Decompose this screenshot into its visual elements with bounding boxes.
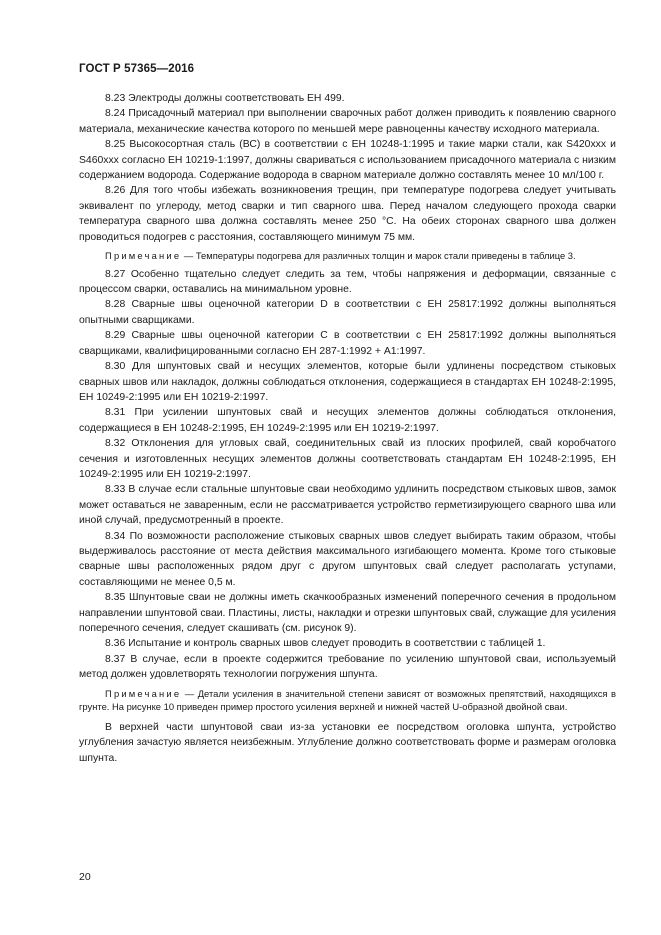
note-text: — Температуры подогрева для различных толщин и марок стали приведены в таблице 3. <box>181 250 576 262</box>
paragraph-8-28: 8.28 Сварные швы оценочной категории D в соответствии с ЕН 25817:1992 должны выполняться опытными сварщиками. <box>79 299 616 326</box>
paragraph-8-25: 8.25 Высокосортная сталь (ВС) в соответствии с ЕН 10248-1:1995 и такие марки стали, как S420xxx и S460xxx согласно ЕН 10219-1:1997, должны свариваться с использованием присадочного материала с низким содержанием водорода. Содержание водорода в сварном материале должно составлять менее 10 мл/100 г. <box>79 139 616 182</box>
paragraph-8-26: 8.26 Для того чтобы избежать возникновения трещин, при температуре подогрева следует учитывать эквивалент по углероду, метод сварки и тип сварного шва. Перед началом следующего прохода сварки температура сварного шва должна составлять менее 250 °С. На обеих сторонах сварного шва должен проводиться подогрев с расстояния, составляющего минимум 75 мм. <box>79 185 616 243</box>
paragraph-8-36: 8.36 Испытание и контроль сварных швов следует проводить в соответствии с таблицей 1. <box>105 638 546 650</box>
paragraph-8-24: 8.24 Присадочный материал при выполнении сварочных работ должен приводить к появлению сварного материала, механические качества которого по меньшей мере равноценны качеству исходного материала. <box>79 108 616 135</box>
paragraph-8-23: 8.23 Электроды должны соответствовать ЕН 499. <box>105 93 345 104</box>
paragraph-8-34: 8.34 По возможности расположение стыковых сварных швов следует выбирать таким образом, чтобы выдерживалось расстояние от места действия максимального изгибающего момента. Кроме того стыковые сварные швы расположенных рядом друг с другом шпунтовых свай следует располагать уступами, составляющими не менее 0,5 м. <box>79 530 616 588</box>
paragraph-8-33: 8.33 В случае если стальные шпунтовые сваи необходимо удлинить посредством стыковых швов, замок может оставаться не заваренным, если не рассматривается устройство герметизирующего сварного шва или иной случай, предусмотренный в проекте. <box>79 484 616 527</box>
note-label: Примечание <box>105 687 182 699</box>
note-reinforcement <box>79 687 616 714</box>
paragraph-8-37: 8.37 В случае, если в проекте содержится требование по усилению шпунтовой сваи, используемый метод должен удовлетворять технологии погружения шпунта. <box>79 653 616 681</box>
note-temperatures <box>79 249 616 263</box>
paragraph-8-32: 8.32 Отклонения для угловых свай, соединительных свай из плоских профилей, свай коробчатого сечения и изготовленных несущих элементов должны соответствовать стандартам ЕН 10248-2:1995, ЕН 10249-2:1995 или ЕН 10219-2:1997. <box>79 438 616 480</box>
document-header: ГОСТ Р 57365—2016 <box>79 63 195 75</box>
paragraph-8-30: 8.30 Для шпунтовых свай и несущих элементов, которые были удлинены посредством стыковых сварных швов или накладок, должны соблюдаться отклонения, содержащиеся в стандартах ЕН 10248-2:1995, ЕН 10249-2:1995 или ЕН 10219-2:1997. <box>79 361 616 403</box>
note-label: Примечание <box>105 250 182 262</box>
note-text: — Детали усиления в значительной степени зависят от возможных препятствий, находящихся в грунте. На рисунке 10 приведен пример простого усиления верхней и нижней частей U-образной двойной сваи. <box>79 687 616 713</box>
paragraph-8-27: 8.27 Особенно тщательно следует следить за тем, чтобы напряжения и деформации, связанные с процессом сварки, оставались на минимальном уровне. <box>79 268 616 296</box>
paragraph-8-29: 8.29 Сварные швы оценочной категории С в соответствии с ЕН 25817:1992 должны выполняться сварщиками, квалифицированными согласно ЕН 287-1:1992 + А1:1997. <box>79 330 616 357</box>
page-number: 20 <box>79 871 91 883</box>
document-body <box>79 91 616 766</box>
paragraph-final: В верхней части шпунтовой сваи из-за установки ее посредством оголовка шпунта, устройство углубления зачастую является неизбежным. Углубление должно соответствовать форме и размерам оголовка шпунта. <box>79 721 616 764</box>
paragraph-8-35: 8.35 Шпунтовые сваи не должны иметь скачкообразных изменений поперечного сечения в продольном направлении шпунтовой сваи. Пластины, листы, накладки и отрезки шпунтовых свай, служащие для усиления поперечного сечения, следует скашивать (см. рисунок 9). <box>79 592 616 634</box>
paragraph-8-31: 8.31 При усилении шпунтовых свай и несущих элементов должны соблюдаться отклонения, содержащиеся в ЕН 10248-2:1995, ЕН 10249-2:1995 или ЕН 10219-2:1997. <box>79 407 616 434</box>
